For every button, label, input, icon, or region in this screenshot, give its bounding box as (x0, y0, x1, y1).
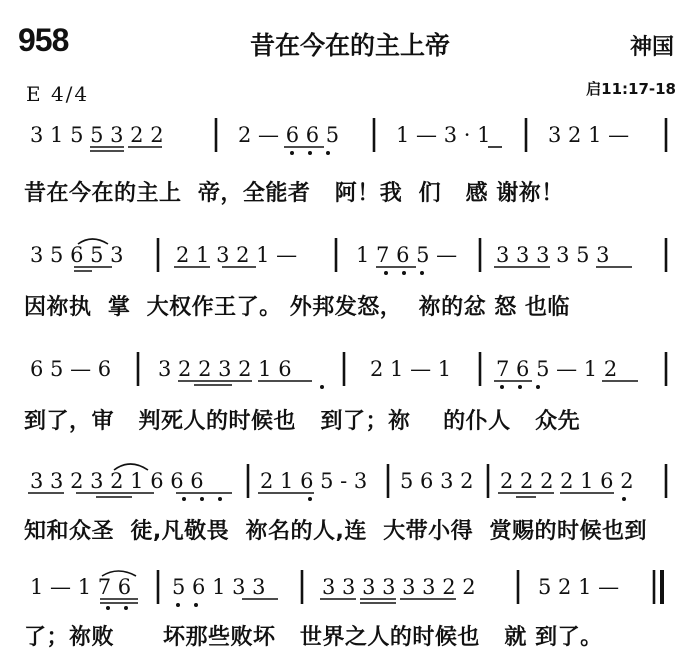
row-5-notes-m1: 1 — 1 7 6 (30, 575, 132, 599)
key-time-signature: E 4/4 (26, 82, 90, 106)
row-3-notes-m4: 7 6 5 — 1 2 (496, 357, 618, 381)
scripture-reference: 启11:17-18 (586, 80, 676, 98)
notation-row-1 (26, 112, 670, 156)
row-5-notes-m2: 5 6 1 3 3 (172, 575, 266, 599)
row-5-notes-m3: 3 3 3 3 3 3 2 2 (322, 575, 476, 599)
row-1-notes-m3: 1 — 3 · 1 (396, 123, 491, 147)
notation-row-4 (26, 458, 670, 502)
lyrics-row-3: 到了，审 判死人的时候也 到了；祢 的仆人 众先 (24, 409, 581, 434)
notation-row-2 (26, 232, 670, 276)
row-4-notes-m4: 2 2 2 2 1 6 2 (500, 469, 634, 493)
hymn-category: 神国 (629, 35, 674, 60)
row-1-notes-m1: 3 1 5 5 3 2 2 (30, 123, 164, 147)
lyrics-row-1: 昔在今在的主上 帝，全能者 阿！我 们 感 谢祢！ (24, 181, 564, 206)
row-3-notes-m1: 6 5 — 6 (30, 357, 112, 381)
row-2-notes-m4: 3 3 3 3 5 3 (496, 243, 610, 267)
row-4-notes-m1: 3 3 2 3 2 1 6 6 6 (30, 469, 204, 493)
row-3-notes-m3: 2 1 — 1 (370, 357, 452, 381)
row-2-notes-m3: 1 7 6 5 — (356, 243, 458, 267)
lyrics-row-5: 了；祢败 坏那些败坏 世界之人的时候也 就 到了。 (24, 625, 603, 650)
row-2-notes-m1: 3 5 6 5 3 (30, 243, 124, 267)
row-2-notes-m2: 2 1 3 2 1 — (176, 243, 298, 267)
row-4-notes-m2: 2 1 6 5 - 3 (260, 469, 368, 493)
row-1-notes-m2: 2 — 6 6 5 (238, 123, 340, 147)
lyrics-row-4: 知和众圣 徒,凡敬畏 祢名的人,连 大带小得 赏赐的时候也到 (24, 519, 647, 544)
notation-row-3 (26, 346, 670, 390)
row-5-notes-m4: 5 2 1 — (538, 575, 620, 599)
notation-row-5 (26, 564, 670, 608)
row-1-notes-m4: 3 2 1 — (548, 123, 630, 147)
row-4-notes-m3: 5 6 3 2 (400, 469, 474, 493)
lyrics-row-2: 因祢执 掌 大权作王了。 外邦发怒， 祢的忿 怒 也临 (24, 295, 570, 320)
hymn-number: 958 (18, 22, 69, 58)
hymn-title: 昔在今在的主上帝 (249, 31, 450, 60)
row-3-notes-m2: 3 2 2 3 2 1 6 (158, 357, 292, 381)
